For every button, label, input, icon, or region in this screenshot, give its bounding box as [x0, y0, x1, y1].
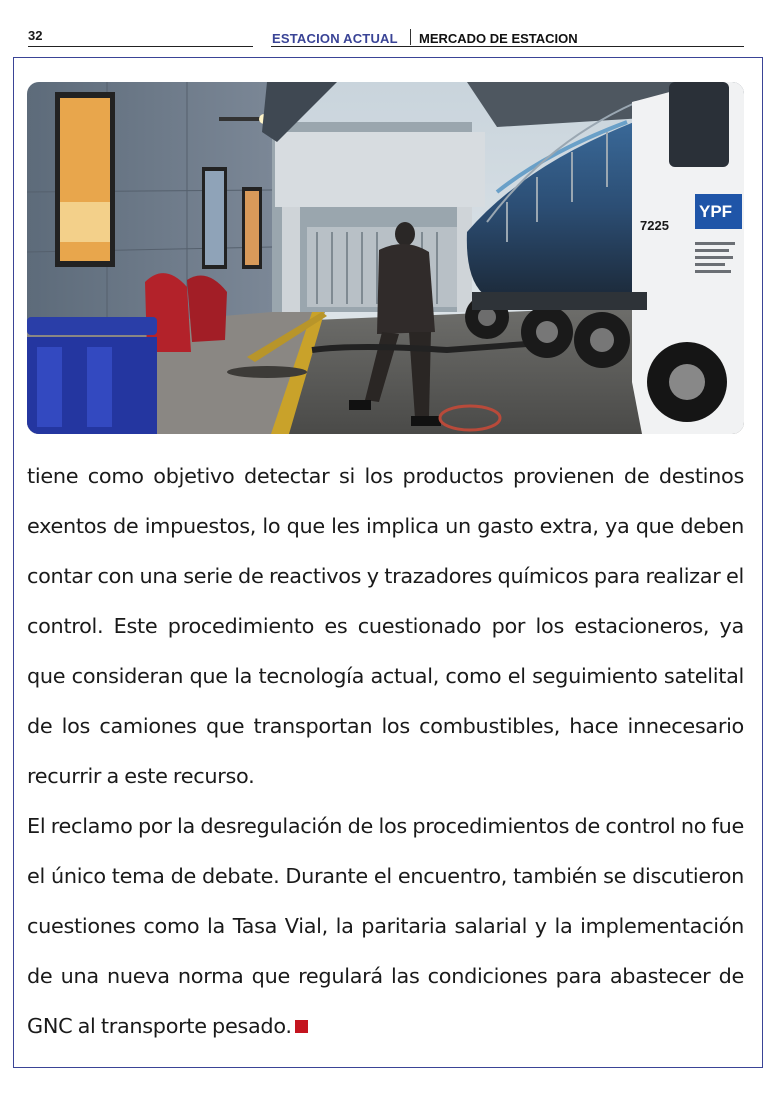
subsection-title: MERCADO DE ESTACION	[419, 31, 578, 46]
truck-logo: YPF	[699, 202, 733, 221]
page-number: 32	[28, 28, 43, 43]
article-paragraph: tiene como objetivo detectar si los productos provienen de destinos exentos de impuestos, lo que les implica un gasto extra, ya que deben contar con una serie de reactivos y trazadores químicos para realizar el control. Este procedimiento es cuestionado por los estacioneros, ya que consideran que la tecnología actual, como el seguimiento satelital de los camiones que transportan los combustibles, hace innecesario recurrir a este recurso.	[27, 464, 744, 788]
truck-number: 7225	[640, 218, 669, 233]
header-rule-left	[28, 46, 253, 47]
article-photo	[27, 82, 744, 434]
article-body	[27, 451, 744, 1051]
header-divider	[410, 29, 411, 45]
article-paragraph-text: El reclamo por la desregulación de los procedimientos de control no fue el único tema de debate. Durante el encuentro, también se discutieron cuestiones como la Tasa Vial, la paritaria salarial y la implementación de una nueva norma que regulará las condiciones para abastecer de GNC al transporte pesado.	[27, 814, 744, 1038]
header-rule-right	[271, 46, 744, 47]
article-paragraph-last	[27, 801, 744, 1051]
section-title: ESTACION ACTUAL	[272, 31, 398, 46]
end-of-article-mark	[295, 1020, 308, 1033]
